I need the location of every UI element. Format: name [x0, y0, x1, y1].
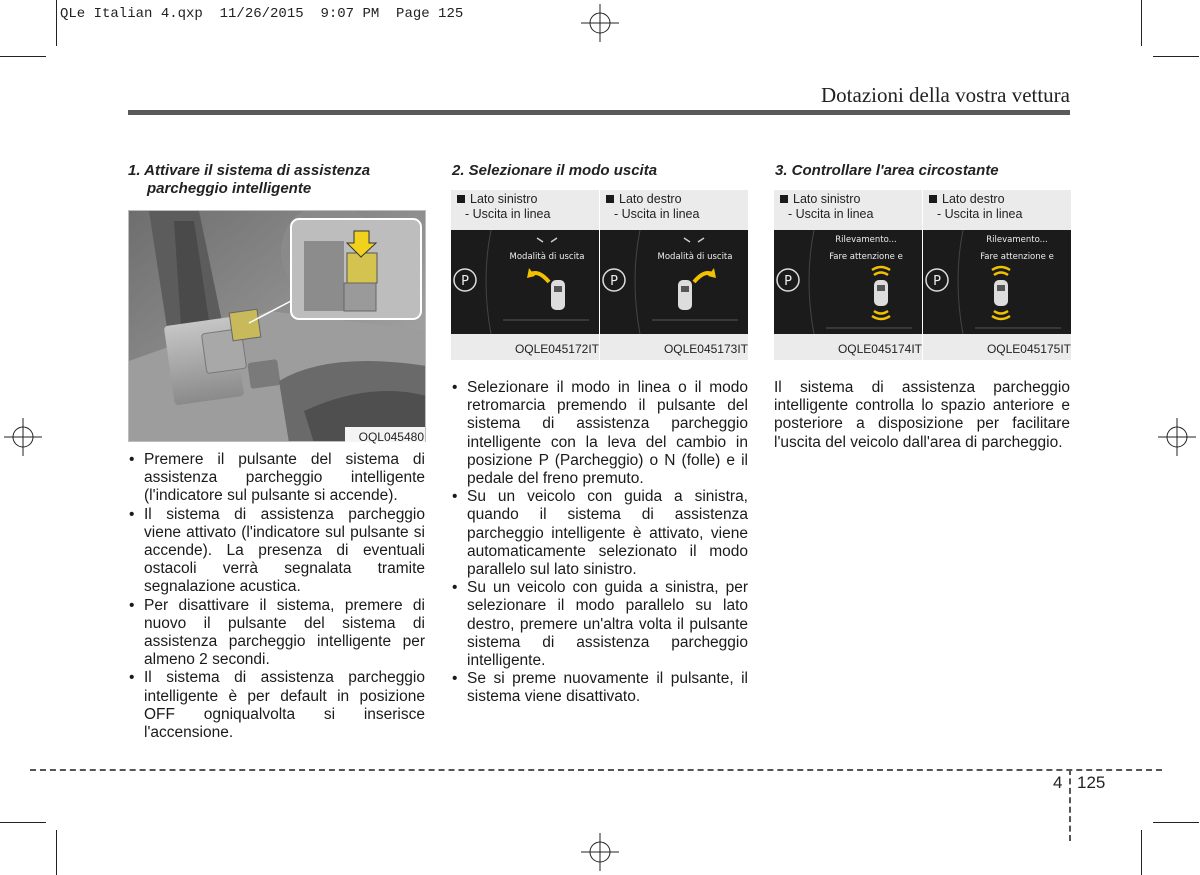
- print-slug: QLe Italian 4.qxp 11/26/2015 9:07 PM Page 125: [60, 6, 464, 22]
- list-item: • Su un veicolo con guida a sinistra, quando il sistema di assistenza parcheggio intelligente è attivato, viene automaticamente selezionato il modo parallelo sul lato sinistro.: [451, 488, 748, 579]
- exit-mode-panel-right: [600, 190, 748, 360]
- crop-mark: [1141, 830, 1142, 875]
- panel-label: [600, 190, 748, 222]
- gear-letter: P: [784, 274, 792, 289]
- list-item: • Premere il pulsante del sistema di assistenza parcheggio intelligente (l'indicatore sul pulsante si accende).: [128, 451, 425, 506]
- panel-code: OQLE045172IT: [514, 342, 599, 356]
- panel-side: Lato destro: [619, 192, 682, 206]
- section-title: Dotazioni della vostra vettura: [821, 83, 1070, 107]
- square-bullet-icon: [457, 195, 465, 203]
- gear-letter: P: [461, 274, 469, 289]
- square-bullet-icon: [606, 195, 614, 203]
- crop-mark: [0, 822, 46, 823]
- photo-code: OQL045480: [358, 430, 424, 444]
- step1-heading-line2: parcheggio intelligente: [147, 180, 312, 197]
- panel-side: Lato destro: [942, 192, 1005, 206]
- panel-code: OQLE045173IT: [663, 342, 748, 356]
- chapter-number: 4: [1053, 773, 1063, 792]
- step1-heading-line1: 1. Attivare il sistema di assistenza: [128, 162, 371, 179]
- cluster-screen: [600, 230, 748, 334]
- panel-side: Lato sinistro: [793, 192, 861, 206]
- list-item: • Il sistema di assistenza parcheggio viene attivato (l'indicatore sul pulsante si accende). La presenza di eventuali ostacoli verrà segnalata tramite segnalazione acustica.: [128, 506, 425, 597]
- footer-dashed-rule: [30, 769, 1162, 771]
- screen-text: Modalità di uscita: [657, 252, 733, 262]
- list-item: • Su un veicolo con guida a sinistra, per selezionare il modo parallelo su lato destro, premere un'altra volta il pulsante sistema di assistenza parcheggio intelligente.: [451, 579, 748, 670]
- registration-mark-icon: [1158, 418, 1196, 456]
- panel-code: OQLE045174IT: [837, 342, 922, 356]
- panel-mode: - Uscita in linea: [937, 207, 1023, 221]
- surroundings-panel-left: [774, 190, 922, 360]
- step1-heading: [128, 162, 428, 198]
- step2-heading: 2. Selezionare il modo uscita: [452, 162, 658, 179]
- crop-mark: [1141, 0, 1142, 46]
- cluster-screen: [923, 230, 1071, 334]
- crop-mark: [56, 830, 57, 875]
- list-item: • Selezionare il modo in linea o il modo retromarcia premendo il pulsante del sistema di assistenza parcheggio intelligente con la leva del cambio in posizione P (Parcheggio) o N (folle) e il pedale del freno premuto.: [451, 379, 748, 488]
- crop-mark: [1153, 822, 1199, 823]
- crop-mark: [1153, 56, 1199, 57]
- registration-mark-icon: [4, 418, 42, 456]
- panel-mode: - Uscita in linea: [465, 207, 551, 221]
- registration-mark-icon: [581, 833, 619, 871]
- step3-heading: 3. Controllare l'area circostante: [775, 162, 999, 179]
- panel-side: Lato sinistro: [470, 192, 538, 206]
- panel-code: OQLE045175IT: [986, 342, 1071, 356]
- step2-instructions: [451, 379, 748, 707]
- square-bullet-icon: [929, 195, 937, 203]
- crop-mark: [0, 56, 46, 57]
- crop-mark: [56, 0, 57, 46]
- surroundings-panel-right: [923, 190, 1071, 360]
- step1-instructions: [128, 451, 425, 742]
- screen-text: Modalità di uscita: [509, 252, 585, 262]
- page-number: 125: [1077, 773, 1106, 792]
- cluster-screen: [774, 230, 922, 334]
- console-illustration: [129, 211, 426, 442]
- gear-letter: P: [610, 274, 618, 289]
- panel-mode: - Uscita in linea: [788, 207, 874, 221]
- list-item: • Per disattivare il sistema, premere di nuovo il pulsante del sistema di assistenza parcheggio intelligente per almeno 2 secondi.: [128, 597, 425, 670]
- step3-description: Il sistema di assistenza parcheggio intelligente controlla lo spazio anteriore e posteriore a disposizione per facilitare l'uscita del veicolo dall'area di parcheggio.: [774, 379, 1070, 451]
- footer-divider: [1069, 769, 1071, 841]
- panel-label: [923, 190, 1071, 222]
- header-rule: [128, 110, 1070, 115]
- panel-label: [774, 190, 922, 222]
- list-item: • Se si preme nuovamente il pulsante, il sistema viene disattivato.: [451, 670, 748, 706]
- screen-line2: Fare attenzione e: [980, 252, 1054, 262]
- cluster-screen: [451, 230, 599, 334]
- screen-line2: Fare attenzione e: [829, 252, 903, 262]
- registration-mark-icon: [581, 4, 619, 42]
- panel-mode: - Uscita in linea: [614, 207, 700, 221]
- screen-line1: Rilevamento...: [986, 235, 1048, 245]
- gear-letter: P: [933, 274, 941, 289]
- panel-label: [451, 190, 599, 222]
- square-bullet-icon: [780, 195, 788, 203]
- screen-line1: Rilevamento...: [835, 235, 897, 245]
- console-photo: [128, 210, 426, 442]
- list-item: • Il sistema di assistenza parcheggio intelligente è per default in posizione OFF ogniqualvolta si inserisce l'accensione.: [128, 669, 425, 742]
- exit-mode-panel-left: [451, 190, 599, 360]
